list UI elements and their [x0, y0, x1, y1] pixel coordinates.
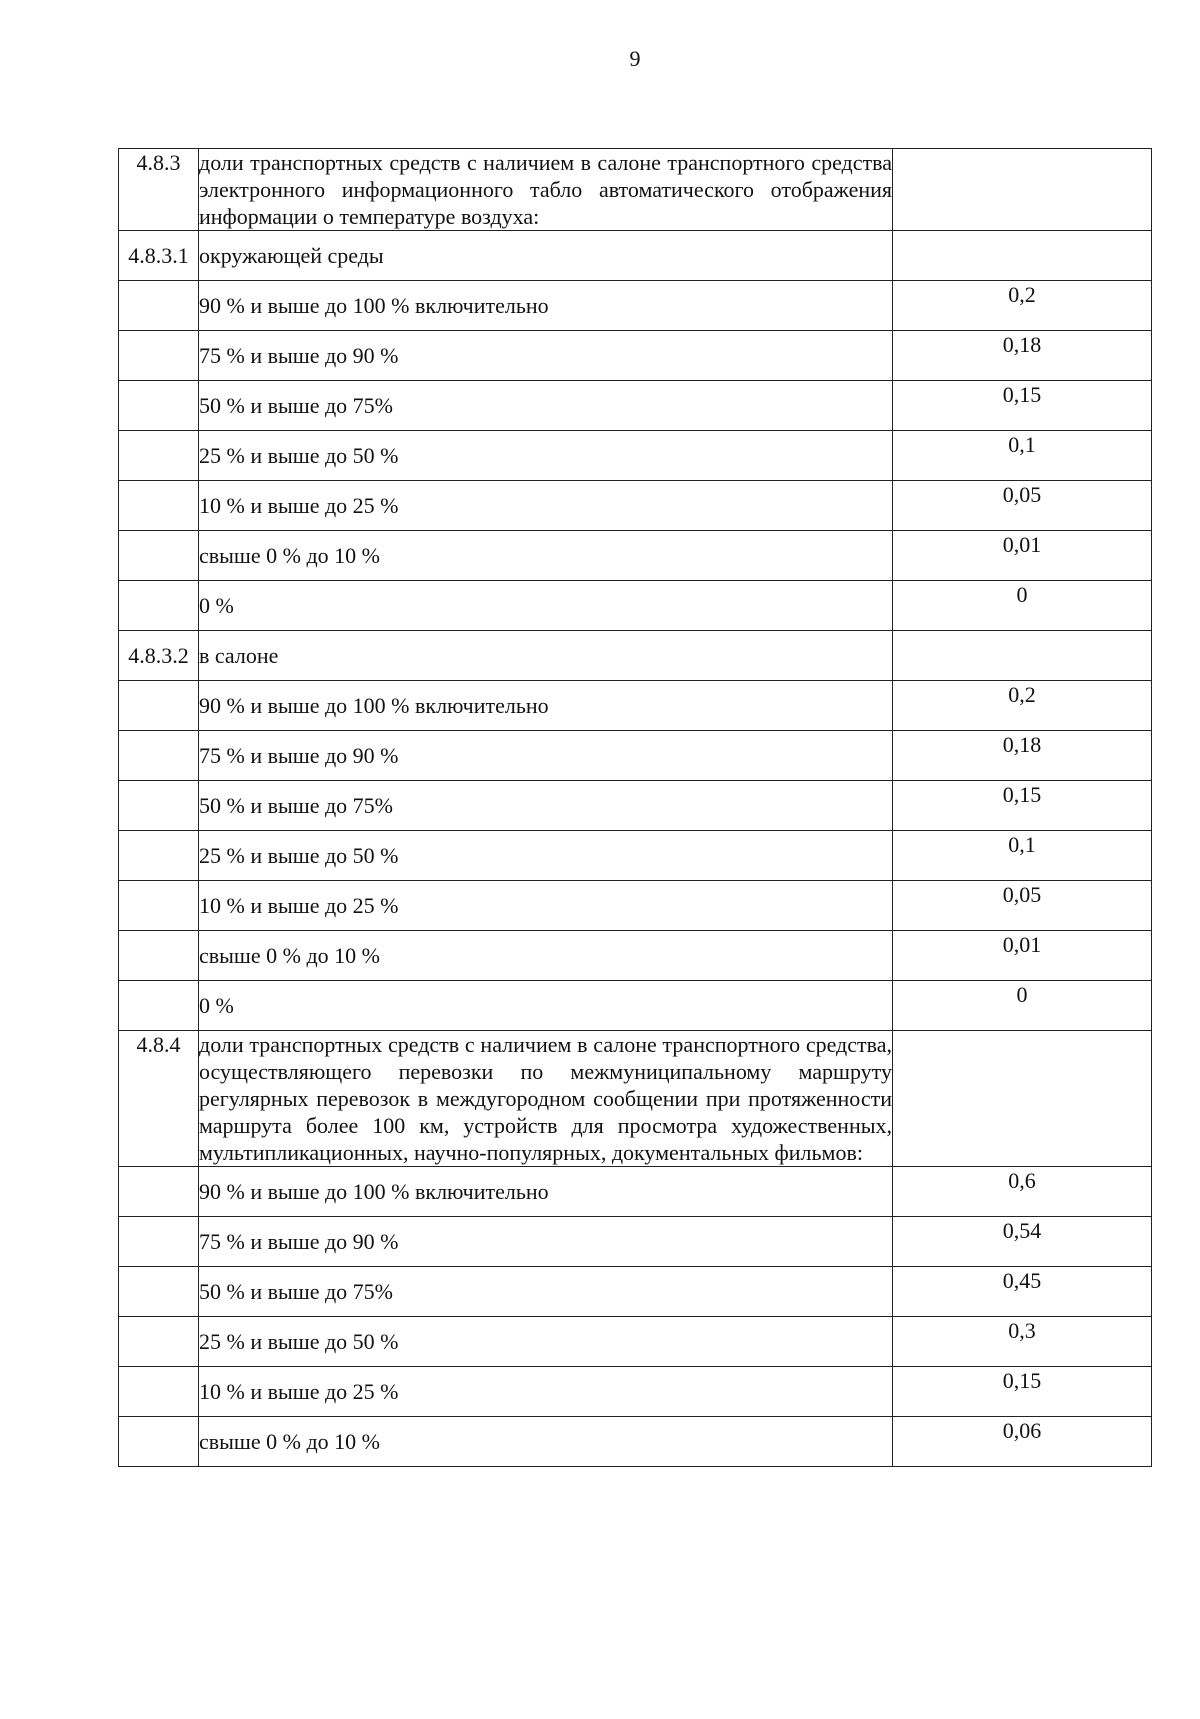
- row-number-cell: 4.8.3.1: [119, 231, 199, 281]
- table-row: [119, 481, 1152, 531]
- table-row: [119, 1317, 1152, 1367]
- table-row: [119, 981, 1152, 1031]
- row-description-cell: свыше 0 % до 10 %: [199, 531, 893, 581]
- table-row: [119, 681, 1152, 731]
- row-value-cell: [893, 631, 1152, 681]
- row-value-cell: 0,1: [893, 831, 1152, 881]
- table-row: [119, 731, 1152, 781]
- row-description-cell: 10 % и выше до 25 %: [199, 1367, 893, 1417]
- row-number-cell: [119, 731, 199, 781]
- row-description-cell: в салоне: [199, 631, 893, 681]
- row-number-cell: [119, 481, 199, 531]
- row-description-cell: 50 % и выше до 75%: [199, 1267, 893, 1317]
- row-value-cell: [893, 1031, 1152, 1167]
- table-row: [119, 1217, 1152, 1267]
- row-description-cell: 50 % и выше до 75%: [199, 381, 893, 431]
- row-description-cell: 90 % и выше до 100 % включительно: [199, 281, 893, 331]
- criteria-table-body: [119, 149, 1152, 1467]
- row-description-cell: 10 % и выше до 25 %: [199, 481, 893, 531]
- table-row: [119, 281, 1152, 331]
- criteria-table: [118, 148, 1152, 1467]
- row-number-cell: [119, 1417, 199, 1467]
- table-row: [119, 881, 1152, 931]
- table-row: [119, 1367, 1152, 1417]
- row-value-cell: 0,15: [893, 781, 1152, 831]
- row-number-cell: [119, 581, 199, 631]
- table-row: [119, 149, 1152, 231]
- row-description-cell: 50 % и выше до 75%: [199, 781, 893, 831]
- table-row: [119, 1267, 1152, 1317]
- table-row: [119, 431, 1152, 481]
- row-description-cell: доли транспортных средств с наличием в салоне транспортного средства, осуществляющего перевозки по межмуниципальному маршруту регулярных перевозок в междугородном сообщении при протяженности маршрута более 100 км, устройств для просмотра художественных, мультипликационных, научно-популярных, документальных фильмов:: [199, 1032, 892, 1165]
- row-description-cell: 90 % и выше до 100 % включительно: [199, 1167, 893, 1217]
- row-value-cell: 0,2: [893, 681, 1152, 731]
- row-description-cell: 25 % и выше до 50 %: [199, 831, 893, 881]
- page-number: 9: [629, 46, 641, 71]
- row-number-cell: [119, 431, 199, 481]
- table-row: [119, 831, 1152, 881]
- row-number-cell: [119, 1217, 199, 1267]
- row-description-cell: 75 % и выше до 90 %: [199, 331, 893, 381]
- row-description-cell: 10 % и выше до 25 %: [199, 881, 893, 931]
- row-value-cell: 0,15: [893, 1367, 1152, 1417]
- table-row: [119, 931, 1152, 981]
- row-description-cell: 90 % и выше до 100 % включительно: [199, 681, 893, 731]
- row-value-cell: 0,18: [893, 331, 1152, 381]
- row-description-cell: 75 % и выше до 90 %: [199, 1217, 893, 1267]
- row-number-cell: [119, 831, 199, 881]
- row-number-cell: 4.8.4: [119, 1031, 199, 1167]
- row-description-cell: окружающей среды: [199, 231, 893, 281]
- row-number-cell: [119, 1267, 199, 1317]
- row-number-cell: [119, 381, 199, 431]
- row-value-cell: 0,05: [893, 481, 1152, 531]
- row-number-cell: 4.8.3.2: [119, 631, 199, 681]
- table-row: [119, 631, 1152, 681]
- row-description-cell: свыше 0 % до 10 %: [199, 1417, 893, 1467]
- row-value-cell: 0,2: [893, 281, 1152, 331]
- row-description-cell: 25 % и выше до 50 %: [199, 431, 893, 481]
- row-value-cell: 0,6: [893, 1167, 1152, 1217]
- table-row: [119, 1031, 1152, 1167]
- table-row: [119, 381, 1152, 431]
- row-description-cell: 0 %: [199, 981, 893, 1031]
- row-number-cell: [119, 681, 199, 731]
- row-description-cell: 25 % и выше до 50 %: [199, 1317, 893, 1367]
- row-number-cell: [119, 1167, 199, 1217]
- row-number-cell: [119, 981, 199, 1031]
- row-value-cell: 0,06: [893, 1417, 1152, 1467]
- table-row: [119, 581, 1152, 631]
- row-value-cell: [893, 149, 1152, 231]
- row-value-cell: 0,05: [893, 881, 1152, 931]
- row-number-cell: [119, 881, 199, 931]
- row-description-cell: 75 % и выше до 90 %: [199, 731, 893, 781]
- row-value-cell: 0,01: [893, 931, 1152, 981]
- row-value-cell: 0,1: [893, 431, 1152, 481]
- row-number-cell: [119, 331, 199, 381]
- table-row: [119, 231, 1152, 281]
- row-number-cell: [119, 531, 199, 581]
- row-value-cell: 0: [893, 981, 1152, 1031]
- row-number-cell: [119, 1367, 199, 1417]
- row-number-cell: [119, 281, 199, 331]
- row-value-cell: 0,18: [893, 731, 1152, 781]
- row-value-cell: 0,01: [893, 531, 1152, 581]
- table-row: [119, 331, 1152, 381]
- row-value-cell: 0,15: [893, 381, 1152, 431]
- table-row: [119, 1417, 1152, 1467]
- row-value-cell: 0,3: [893, 1317, 1152, 1367]
- row-value-cell: 0,54: [893, 1217, 1152, 1267]
- table-row: [119, 781, 1152, 831]
- row-value-cell: 0: [893, 581, 1152, 631]
- row-description-cell: доли транспортных средств с наличием в салоне транспортного средства электронного информационного табло автоматического отображения информации о температуре воздуха:: [199, 150, 892, 229]
- row-description-cell: 0 %: [199, 581, 893, 631]
- row-number-cell: [119, 1317, 199, 1367]
- row-description-cell: свыше 0 % до 10 %: [199, 931, 893, 981]
- row-value-cell: [893, 231, 1152, 281]
- table-row: [119, 1167, 1152, 1217]
- row-number-cell: [119, 781, 199, 831]
- row-number-cell: [119, 931, 199, 981]
- table-row: [119, 531, 1152, 581]
- row-number-cell: 4.8.3: [119, 149, 199, 231]
- row-value-cell: 0,45: [893, 1267, 1152, 1317]
